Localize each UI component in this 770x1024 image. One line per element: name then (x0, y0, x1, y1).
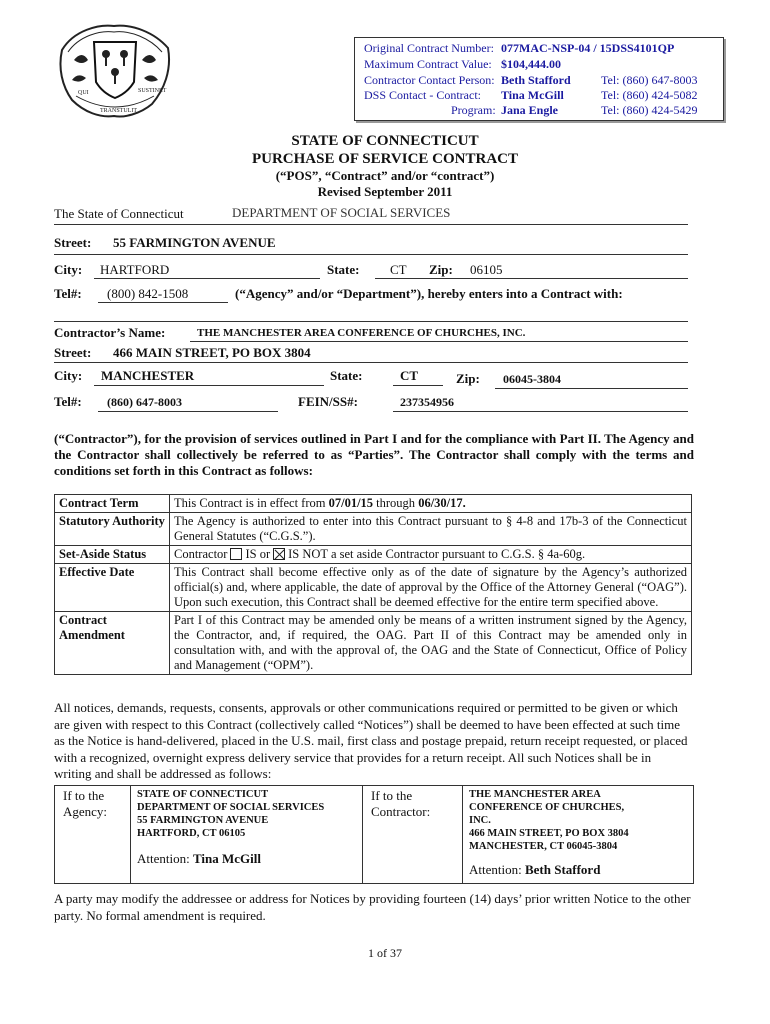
address-line: CONFERENCE OF CHURCHES, (469, 802, 625, 813)
contractor-tel-label: Tel#: (54, 394, 82, 409)
contract-amendment-text: Part I of this Contract may be amended only be means of a written instrument signed by the Agency, the Contractor, and, if required, the OAG. Part II of this Contract may be amended only in consultation with, and with the approval of, the OAG and the State of Connecticut, Office of Policy and Management (“OPM”). (170, 612, 692, 675)
agency-city: HARTFORD (100, 262, 170, 277)
agency-street: 55 FARMINGTON AVENUE (113, 235, 276, 250)
address-line: STATE OF CONNECTICUT (137, 789, 269, 800)
document-title-contract: PURCHASE OF SERVICE CONTRACT (251, 151, 519, 167)
address-line: DEPARTMENT OF SOCIAL SERVICES (137, 802, 325, 813)
dss-contact-name: Tina McGill (501, 88, 564, 102)
state-seal-logo (54, 20, 176, 120)
set-aside-is-text: IS or (245, 547, 271, 561)
table-row (55, 564, 692, 612)
table-row (55, 786, 694, 884)
divider (393, 411, 688, 412)
statutory-authority-label: Statutory Authority (55, 513, 170, 546)
is-set-aside-checkbox[interactable] (230, 548, 242, 560)
maximum-contract-value: $104,444.00 (501, 57, 561, 71)
attention-label: Attention: (469, 862, 522, 877)
original-contract-number-label: Original Contract Number: (364, 41, 494, 55)
dss-contact-label: DSS Contact - Contract: (364, 88, 481, 102)
notice-address-table (54, 785, 694, 884)
divider (54, 224, 688, 225)
contract-amendment-label: Contract Amendment (55, 612, 170, 675)
program-contact-name: Jana Engle (501, 103, 559, 117)
table-row (55, 612, 692, 675)
contractor-zip-label: Zip: (456, 371, 480, 386)
svg-text:QUI: QUI (78, 90, 89, 96)
agency-state-label: State: (327, 262, 360, 277)
address-line: THE MANCHESTER AREA (469, 789, 601, 800)
svg-text:SUSTINET: SUSTINET (138, 88, 167, 94)
is-not-set-aside-checkbox[interactable] (273, 548, 285, 560)
contract-info-box (354, 37, 724, 121)
agency-tel-label: Tel#: (54, 286, 82, 301)
statutory-authority-text: The Agency is authorized to enter into this Contract pursuant to § 4-8 and 17b-3 of the Connecticut General Statutes (“C.G.S.”). (170, 513, 692, 546)
table-row (55, 546, 692, 564)
contractor-notice-address (463, 786, 694, 884)
effective-date-text: This Contract shall become effective only as of the date of signature by the Agency’s authorized official(s) and, where applicable, the date of approval by the Office of the Attorney General (“OAG”). Upon such execution, this Contract shall be deemed effective for the entire term specified above. (170, 564, 692, 612)
agency-department: DEPARTMENT OF SOCIAL SERVICES (232, 205, 451, 220)
divider (94, 385, 324, 386)
address-line: INC. (469, 815, 491, 826)
svg-text:TRANSTULIT: TRANSTULIT (100, 108, 137, 114)
address-line: MANCHESTER, CT 06045-3804 (469, 841, 618, 852)
address-line: HARTFORD, CT 06105 (137, 828, 246, 839)
contractor-state: CT (400, 368, 419, 383)
contractor-name: THE MANCHESTER AREA CONFERENCE OF CHURCHES, INC. (197, 327, 526, 339)
divider (54, 362, 688, 363)
agency-street-label: Street: (54, 235, 92, 250)
contractor-name-label: Contractor’s Name: (54, 325, 166, 340)
agency-tel: (800) 842-1508 (107, 286, 189, 301)
contract-term-value (170, 495, 692, 513)
contractor-fein: 237354956 (400, 395, 454, 409)
document-subtitle: (“POS”, “Contract” and/or “contract”) (275, 168, 495, 183)
agency-attention (137, 852, 356, 865)
effective-date-label: Effective Date (55, 564, 170, 612)
modify-paragraph: A party may modify the addressee or address for Notices by providing fourteen (14) days’ prior written Notice to the other party. No formal amendment is required. (54, 891, 691, 923)
contract-term-text: This Contract is in effect from (174, 496, 329, 510)
divider (54, 254, 688, 255)
attention-label: Attention: (137, 851, 190, 866)
address-line: 466 MAIN STREET, PO BOX 3804 (469, 828, 629, 839)
agency-city-label: City: (54, 262, 83, 277)
agency-notice-address (131, 786, 363, 884)
intro-paragraph: (“Contractor”), for the provision of services outlined in Part I and for the compliance with Part II. The Agency and the Contractor shall collectively be referred to as “Parties”. The Contractor shall comply with the terms and conditions set forth in this Contract as follows: (54, 431, 694, 478)
agency-notice-label: If to the Agency: (55, 786, 131, 884)
set-aside-value (170, 546, 692, 564)
agency-enters-text: (“Agency” and/or “Department”), hereby enters into a Contract with: (235, 286, 623, 301)
address-line: 55 FARMINGTON AVENUE (137, 815, 269, 826)
contractor-fein-label: FEIN/SS#: (298, 394, 358, 409)
agency-attention-name: Tina McGill (192, 851, 261, 866)
document-title-state: STATE OF CONNECTICUT (291, 133, 479, 149)
contractor-state-label: State: (330, 368, 363, 383)
divider (495, 388, 688, 389)
contractor-zip: 06045-3804 (503, 372, 561, 386)
table-row (55, 495, 692, 513)
original-contract-number: 077MAC-NSP-04 / 15DSS4101QP (501, 41, 675, 55)
dss-contact-tel: Tel: (860) 424-5082 (601, 88, 698, 102)
contractor-contact-name: Beth Stafford (501, 73, 571, 87)
agency-state: CT (390, 262, 407, 277)
contractor-notice-label: If to the Contractor: (363, 786, 463, 884)
contractor-tel: (860) 647-8003 (107, 395, 182, 409)
contract-term-label: Contract Term (55, 495, 170, 513)
end-date: 06/30/17. (418, 496, 466, 510)
through-text: through (373, 496, 419, 510)
divider (54, 321, 688, 322)
revision-date: Revised September 2011 (317, 184, 453, 199)
contractor-city-label: City: (54, 368, 83, 383)
set-aside-contractor-text: Contractor (174, 547, 228, 561)
contract-terms-table (54, 494, 692, 675)
divider (94, 278, 320, 279)
notices-paragraph: All notices, demands, requests, consents, approvals or other communications required or permitted to be given or which are given with respect to this Contract (collectively called “Notices”) shall be deemed to have been effected at such time as the Notice is hand-delivered, placed in the U.S. mail, first class and postage prepaid, return receipt requested, or placed with a recognized, overnight express delivery service that provides for a return receipt. All such Notices shall be in writing and shall be addressed as follows: (54, 700, 688, 781)
page-number: 1 of 37 (368, 946, 402, 960)
table-row (55, 513, 692, 546)
contractor-street: 466 MAIN STREET, PO BOX 3804 (113, 345, 311, 360)
contractor-contact-label: Contractor Contact Person: (364, 73, 495, 87)
set-aside-label: Set-Aside Status (55, 546, 170, 564)
contractor-city: MANCHESTER (101, 368, 195, 383)
divider (98, 411, 278, 412)
set-aside-is-not-text: IS NOT a set aside Contractor pursuant to C.G.S. § 4a-60g. (288, 547, 586, 561)
divider (190, 341, 688, 342)
agency-zip-label: Zip: (429, 262, 453, 277)
agency-zip: 06105 (470, 262, 503, 277)
divider (393, 385, 443, 386)
divider (98, 302, 228, 303)
contractor-attention-name: Beth Stafford (524, 862, 601, 877)
contractor-attention (469, 863, 687, 876)
program-contact-tel: Tel: (860) 424-5429 (601, 103, 698, 117)
program-contact-label: Program: (451, 103, 496, 117)
contractor-contact-tel: Tel: (860) 647-8003 (601, 73, 698, 87)
divider (375, 278, 688, 279)
maximum-contract-value-label: Maximum Contract Value: (364, 57, 492, 71)
contractor-street-label: Street: (54, 345, 92, 360)
start-date: 07/01/15 (328, 496, 374, 510)
state-label: The State of Connecticut (54, 206, 184, 221)
